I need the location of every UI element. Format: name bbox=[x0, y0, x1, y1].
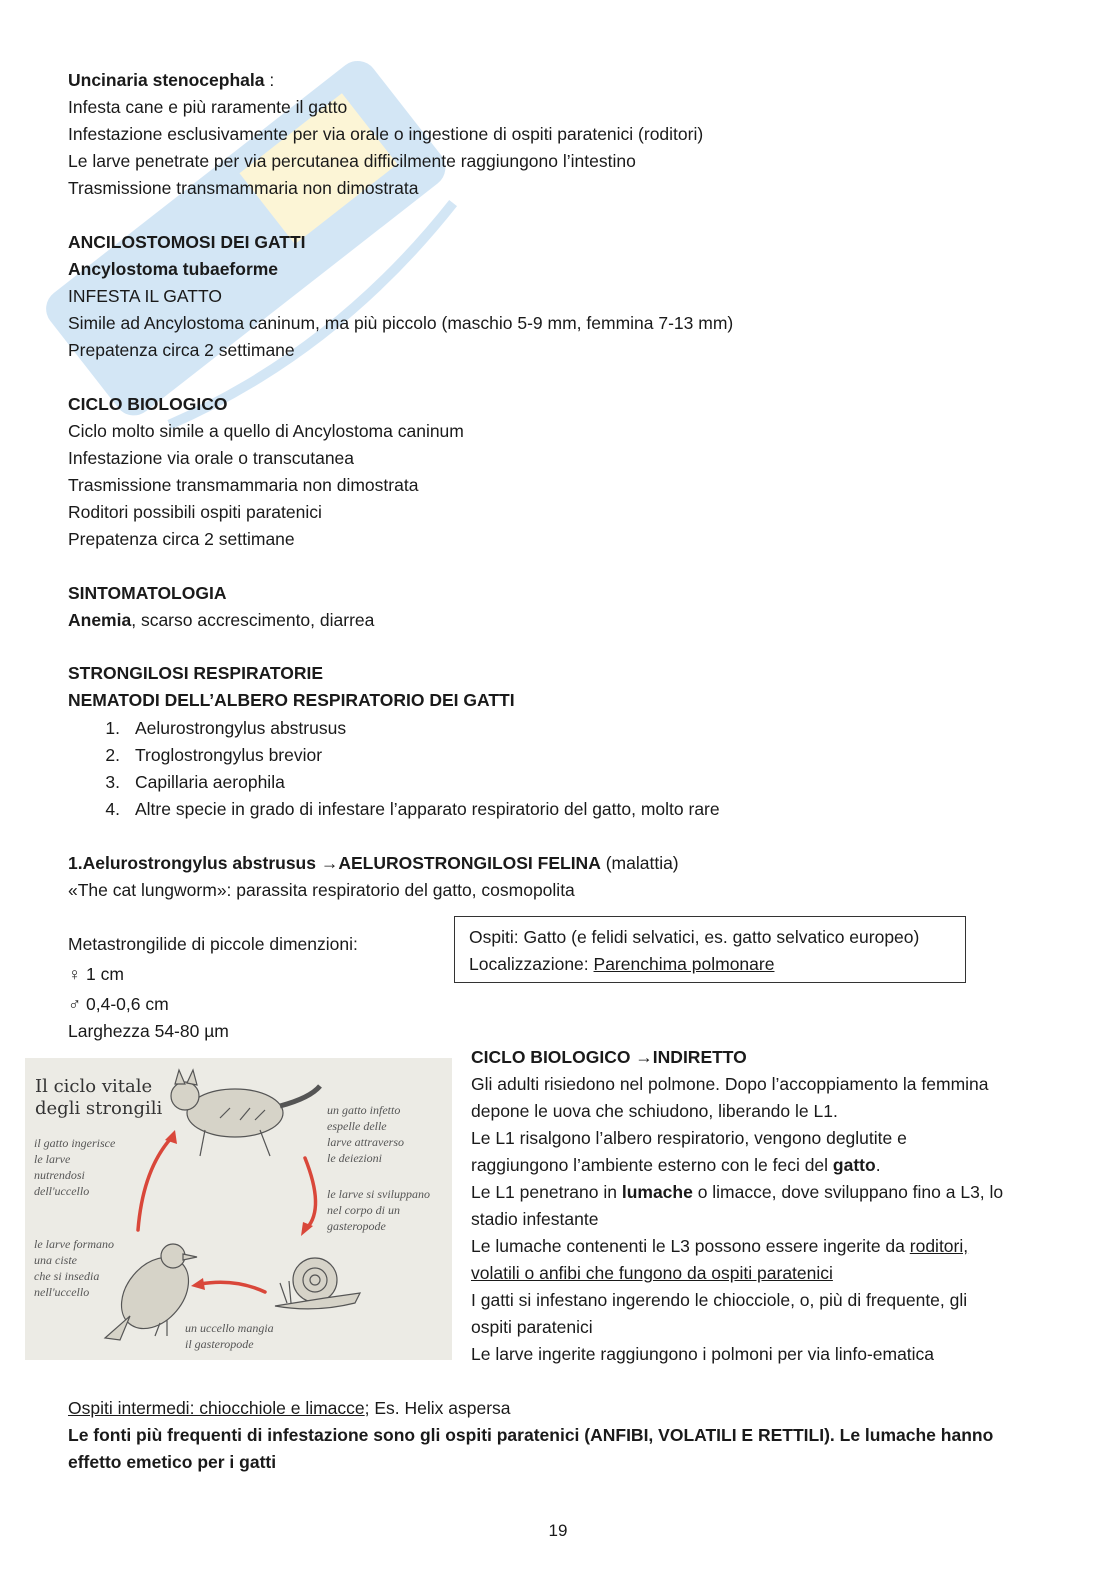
text-line: volatili o anfibi che fungono da ospiti paratenici bbox=[471, 1263, 833, 1283]
text-line: «The cat lungworm»: parassita respiratorio del gatto, cosmopolita bbox=[68, 880, 575, 900]
list-number: 4. bbox=[105, 799, 120, 819]
list-number: 3. bbox=[105, 772, 120, 792]
caption-snail-dev: le larve si sviluppano nel corpo di un gasteropode bbox=[327, 1187, 430, 1233]
text-line: Infestazione via orale o transcutanea bbox=[68, 448, 355, 468]
text-line: Prepatenza circa 2 settimane bbox=[68, 529, 295, 549]
list-item: Aelurostrongylus abstrusus bbox=[135, 718, 347, 738]
text-line: raggiungono l’ambiente esterno con le feci del gatto. bbox=[471, 1155, 881, 1175]
list-item: Troglostrongylus brevior bbox=[135, 745, 323, 765]
text-line: Simile ad Ancylostoma caninum, ma più piccolo (maschio 5-9 mm, femmina 7-13 mm) bbox=[68, 313, 734, 333]
text-line: INFESTA IL GATTO bbox=[68, 286, 222, 306]
text-line: Metastrongilide di piccole dimenzioni: bbox=[68, 934, 358, 954]
hosts-line: Ospiti: Gatto (e felidi selvatici, es. gatto selvatico europeo) bbox=[469, 927, 920, 947]
text-line: depone le uova che schiudono, liberando le L1. bbox=[471, 1101, 838, 1121]
text-line: Larghezza 54-80 µm bbox=[68, 1021, 229, 1041]
life-cycle-figure bbox=[25, 1058, 452, 1360]
text-line: effetto emetico per i gatti bbox=[68, 1452, 277, 1472]
text-line: Le larve ingerite raggiungono i polmoni per via linfo-ematica bbox=[471, 1344, 935, 1364]
text-line: Le L1 penetrano in lumache o limacce, dove sviluppano fino a L3, lo bbox=[471, 1182, 1004, 1202]
species-title: Ancylostoma tubaeforme bbox=[68, 259, 279, 279]
hosts-box bbox=[454, 916, 966, 983]
list-item: Capillaria aerophila bbox=[135, 772, 285, 792]
symptoms-line: Anemia, scarso accrescimento, diarrea bbox=[68, 610, 375, 630]
species-section-title: 1.Aelurostrongylus abstrusus →AELUROSTRONGILOSI FELINA (malattia) bbox=[68, 853, 679, 873]
page-number: 19 bbox=[548, 1521, 568, 1540]
text-line: ospiti paratenici bbox=[471, 1317, 593, 1337]
text-line: Infestazione esclusivamente per via orale o ingestione di ospiti paratenici (roditori) bbox=[68, 124, 704, 144]
section-heading: ANCILOSTOMOSI DEI GATTI bbox=[68, 232, 306, 252]
text-line: Ospiti intermedi: chiocchiole e limacce; Es. Helix aspersa bbox=[68, 1398, 511, 1418]
text-line: Infesta cane e più raramente il gatto bbox=[68, 97, 348, 117]
section-heading: CICLO BIOLOGICO →INDIRETTO bbox=[471, 1047, 747, 1067]
section-heading: CICLO BIOLOGICO bbox=[68, 394, 228, 414]
species-title: Uncinaria stenocephala bbox=[68, 70, 265, 90]
section-heading: STRONGILOSI RESPIRATORIE bbox=[68, 663, 324, 683]
text-line: Gli adulti risiedono nel polmone. Dopo l’accoppiamento la femmina bbox=[471, 1074, 989, 1094]
text-line: Le larve penetrate per via percutanea difficilmente raggiungono l’intestino bbox=[68, 151, 636, 171]
list-number: 2. bbox=[105, 745, 120, 765]
text-line: Roditori possibili ospiti paratenici bbox=[68, 502, 322, 522]
text-line: ♀ 1 cm bbox=[68, 964, 124, 984]
text-line: Le lumache contenenti le L3 possono essere ingerite da roditori, bbox=[471, 1236, 969, 1256]
section-uncinaria: Uncinaria stenocephala : bbox=[68, 70, 275, 90]
text-line: Prepatenza circa 2 settimane bbox=[68, 340, 295, 360]
snail-illustration bbox=[275, 1258, 360, 1309]
text-line: Trasmissione transmammaria non dimostrata bbox=[68, 475, 419, 495]
localization-line: Localizzazione: Parenchima polmonare bbox=[469, 954, 775, 974]
text-line: ♂ 0,4-0,6 cm bbox=[68, 994, 169, 1014]
caption-cyst: le larve formano una ciste che si insedia nell'uccello bbox=[34, 1237, 114, 1299]
cat-illustration bbox=[171, 1070, 320, 1156]
text-line: Ciclo molto simile a quello di Ancylostoma caninum bbox=[68, 421, 464, 441]
text-line: stadio infestante bbox=[471, 1209, 599, 1229]
text-line: Le L1 risalgono l’albero respiratorio, vengono deglutite e bbox=[471, 1128, 907, 1148]
text-line: I gatti si infestano ingerendo le chiocciole, o, più di frequente, gli bbox=[471, 1290, 968, 1310]
text-line: Trasmissione transmammaria non dimostrata bbox=[68, 178, 419, 198]
caption-cat: un gatto infetto espelle delle larve attraverso le deiezioni bbox=[327, 1103, 404, 1165]
section-subheading: NEMATODI DELL’ALBERO RESPIRATORIO DEI GATTI bbox=[68, 690, 515, 710]
text-line: Le fonti più frequenti di infestazione sono gli ospiti paratenici (ANFIBI, VOLATILI E RETTILI). Le lumache hanno bbox=[68, 1425, 994, 1445]
caption-cat-eats: il gatto ingerisce le larve nutrendosi dell'uccello bbox=[34, 1136, 116, 1198]
list-number: 1. bbox=[105, 718, 120, 738]
figure-title: Il ciclo vitale degli strongili bbox=[35, 1076, 163, 1119]
list-item: Altre specie in grado di infestare l’apparato respiratorio del gatto, molto rare bbox=[135, 799, 720, 819]
caption-bird-eats: un uccello mangia il gasteropode bbox=[185, 1321, 274, 1351]
section-heading: SINTOMATOLOGIA bbox=[68, 583, 227, 603]
